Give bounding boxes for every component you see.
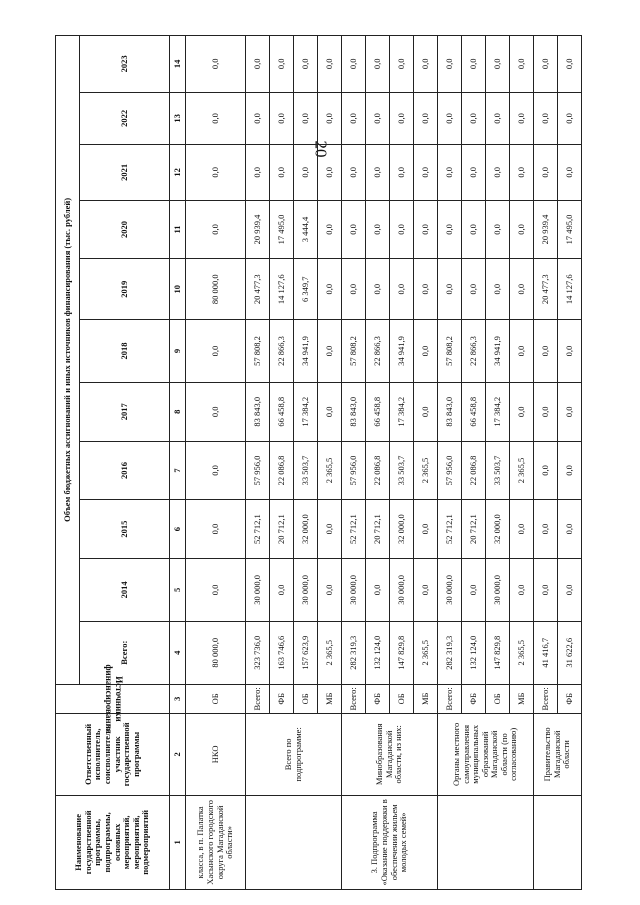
value-cell: 52 712,1	[438, 500, 462, 559]
column-index: 11	[170, 200, 186, 259]
value-cell: 2 365,5	[510, 441, 534, 500]
value-cell: 6 349,7	[294, 259, 318, 320]
value-cell: 22 866,3	[270, 320, 294, 383]
value-cell: 323 736,0	[246, 621, 270, 684]
source-cell: ФБ	[366, 684, 390, 713]
header-year: 2015	[80, 500, 170, 559]
source-cell: МБ	[318, 684, 342, 713]
executor-cell: Минобразования Магаданской области, из них:	[342, 713, 438, 795]
table-row	[186, 36, 246, 890]
value-cell: 0,0	[558, 382, 582, 441]
value-cell: 0,0	[510, 320, 534, 383]
value-cell: 14 127,6	[270, 259, 294, 320]
header-volume: Объем бюджетных ассигнований и иных источников финансирования (тыс. рублей)	[56, 36, 80, 685]
value-cell: 0,0	[318, 36, 342, 93]
value-cell: 22 086,8	[462, 441, 486, 500]
value-cell: 0,0	[390, 200, 414, 259]
value-cell: 0,0	[558, 145, 582, 201]
value-cell: 52 712,1	[246, 500, 270, 559]
column-index: 3	[170, 684, 186, 713]
value-cell: 0,0	[366, 200, 390, 259]
value-cell: 0,0	[186, 382, 246, 441]
value-cell: 0,0	[186, 320, 246, 383]
value-cell: 0,0	[414, 558, 438, 621]
value-cell: 83 843,0	[438, 382, 462, 441]
header-year: 2020	[80, 200, 170, 259]
value-cell: 0,0	[414, 382, 438, 441]
value-cell: 17 495,0	[558, 200, 582, 259]
value-cell: 57 956,0	[246, 441, 270, 500]
value-cell: 132 124,0	[462, 621, 486, 684]
value-cell: 282 319,3	[342, 621, 366, 684]
value-cell: 33 503,7	[486, 441, 510, 500]
value-cell: 0,0	[510, 558, 534, 621]
column-index: 13	[170, 92, 186, 144]
value-cell: 147 829,8	[390, 621, 414, 684]
value-cell: 20 477,3	[534, 259, 558, 320]
value-cell: 17 384,2	[390, 382, 414, 441]
value-cell: 0,0	[414, 36, 438, 93]
value-cell: 80 000,0	[186, 621, 246, 684]
value-cell: 33 503,7	[390, 441, 414, 500]
value-cell: 30 000,0	[246, 558, 270, 621]
value-cell: 0,0	[270, 36, 294, 93]
value-cell: 83 843,0	[246, 382, 270, 441]
executor-cell: Правительство Магаданской области	[534, 713, 582, 795]
value-cell: 0,0	[186, 500, 246, 559]
value-cell: 0,0	[186, 145, 246, 201]
value-cell: 3 444,4	[294, 200, 318, 259]
value-cell: 0,0	[534, 145, 558, 201]
value-cell: 0,0	[186, 36, 246, 93]
value-cell: 17 384,2	[294, 382, 318, 441]
value-cell: 30 000,0	[486, 558, 510, 621]
value-cell: 0,0	[510, 36, 534, 93]
value-cell: 0,0	[438, 259, 462, 320]
value-cell: 20 712,1	[462, 500, 486, 559]
column-index: 9	[170, 320, 186, 383]
value-cell: 20 712,1	[270, 500, 294, 559]
value-cell: 0,0	[414, 145, 438, 201]
value-cell: 0,0	[414, 92, 438, 144]
header-year: 2019	[80, 259, 170, 320]
value-cell: 0,0	[186, 558, 246, 621]
column-index: 6	[170, 500, 186, 559]
value-cell: 0,0	[510, 259, 534, 320]
value-cell: 0,0	[342, 259, 366, 320]
source-cell: Всего:	[438, 684, 462, 713]
source-cell: ФБ	[558, 684, 582, 713]
value-cell: 0,0	[438, 200, 462, 259]
value-cell: 0,0	[366, 145, 390, 201]
header-name: Наименование государственной программы, подпрограммы, основных мероприятий, мероприятий, подмероприятий	[56, 795, 170, 889]
value-cell: 0,0	[534, 441, 558, 500]
value-cell: 0,0	[486, 259, 510, 320]
value-cell: 157 623,9	[294, 621, 318, 684]
value-cell: 0,0	[342, 200, 366, 259]
value-cell: 282 319,3	[438, 621, 462, 684]
value-cell: 0,0	[390, 92, 414, 144]
value-cell: 0,0	[558, 92, 582, 144]
header-year: 2016	[80, 441, 170, 500]
header-executor: Ответственный исполнитель, соисполнитель, участник государственной программы	[56, 713, 170, 795]
rotated-table-wrapper	[55, 35, 575, 890]
value-cell: 0,0	[414, 200, 438, 259]
value-cell: 0,0	[186, 441, 246, 500]
value-cell: 30 000,0	[342, 558, 366, 621]
financing-table	[55, 35, 582, 890]
value-cell: 0,0	[534, 36, 558, 93]
value-cell: 0,0	[462, 558, 486, 621]
program-name-cell	[534, 795, 582, 889]
value-cell: 30 000,0	[438, 558, 462, 621]
executor-cell: Всего по подпрограмме:	[246, 713, 342, 795]
source-cell: ОБ	[294, 684, 318, 713]
value-cell: 0,0	[318, 145, 342, 201]
value-cell: 2 365,5	[414, 621, 438, 684]
source-cell: Всего:	[342, 684, 366, 713]
value-cell: 2 365,5	[414, 441, 438, 500]
value-cell: 0,0	[318, 92, 342, 144]
value-cell: 0,0	[186, 200, 246, 259]
value-cell: 0,0	[318, 259, 342, 320]
source-cell: ОБ	[486, 684, 510, 713]
value-cell: 0,0	[342, 92, 366, 144]
value-cell: 66 458,8	[270, 382, 294, 441]
value-cell: 32 000,0	[390, 500, 414, 559]
program-name-cell	[246, 795, 342, 889]
value-cell: 0,0	[438, 145, 462, 201]
value-cell: 0,0	[414, 259, 438, 320]
value-cell: 0,0	[342, 145, 366, 201]
value-cell: 0,0	[510, 382, 534, 441]
value-cell: 57 956,0	[342, 441, 366, 500]
value-cell: 0,0	[270, 92, 294, 144]
source-cell: ОБ	[390, 684, 414, 713]
value-cell: 0,0	[414, 500, 438, 559]
executor-cell: НКО	[186, 713, 246, 795]
value-cell: 0,0	[486, 36, 510, 93]
header-year: 2021	[80, 145, 170, 201]
column-index: 7	[170, 441, 186, 500]
value-cell: 30 000,0	[294, 558, 318, 621]
value-cell: 80 000,0	[186, 259, 246, 320]
header-source: Источники финансирования	[56, 684, 170, 713]
column-index: 10	[170, 259, 186, 320]
value-cell: 0,0	[318, 382, 342, 441]
value-cell: 22 866,3	[462, 320, 486, 383]
value-cell: 41 416,7	[534, 621, 558, 684]
source-cell: ОБ	[186, 684, 246, 713]
value-cell: 22 086,8	[366, 441, 390, 500]
value-cell: 83 843,0	[342, 382, 366, 441]
table-row	[342, 36, 366, 890]
program-name-cell: класса, в п. Палатка Хасынского городского округа Магаданской области»	[186, 795, 246, 889]
value-cell: 0,0	[558, 500, 582, 559]
source-cell: МБ	[414, 684, 438, 713]
value-cell: 20 939,4	[246, 200, 270, 259]
program-name-cell	[438, 795, 534, 889]
value-cell: 34 941,9	[294, 320, 318, 383]
header-total: Всего:	[80, 621, 170, 684]
value-cell: 0,0	[294, 92, 318, 144]
value-cell: 2 365,5	[318, 441, 342, 500]
value-cell: 14 127,6	[558, 259, 582, 320]
header-year: 2017	[80, 382, 170, 441]
value-cell: 17 384,2	[486, 382, 510, 441]
column-index: 4	[170, 621, 186, 684]
value-cell: 20 477,3	[246, 259, 270, 320]
value-cell: 0,0	[270, 145, 294, 201]
value-cell: 57 956,0	[438, 441, 462, 500]
value-cell: 0,0	[558, 558, 582, 621]
value-cell: 57 808,2	[342, 320, 366, 383]
value-cell: 0,0	[462, 92, 486, 144]
column-index-row	[170, 36, 186, 890]
value-cell: 0,0	[186, 92, 246, 144]
value-cell: 0,0	[366, 36, 390, 93]
value-cell: 0,0	[246, 36, 270, 93]
value-cell: 0,0	[390, 259, 414, 320]
value-cell: 0,0	[510, 500, 534, 559]
header-year: 2023	[80, 36, 170, 93]
value-cell: 66 458,8	[366, 382, 390, 441]
value-cell: 0,0	[390, 36, 414, 93]
value-cell: 0,0	[414, 320, 438, 383]
value-cell: 57 808,2	[246, 320, 270, 383]
header-year: 2014	[80, 558, 170, 621]
value-cell: 0,0	[558, 36, 582, 93]
value-cell: 0,0	[246, 92, 270, 144]
value-cell: 30 000,0	[390, 558, 414, 621]
value-cell: 0,0	[318, 200, 342, 259]
value-cell: 2 365,5	[318, 621, 342, 684]
value-cell: 0,0	[462, 259, 486, 320]
value-cell: 0,0	[318, 320, 342, 383]
source-cell: Всего:	[246, 684, 270, 713]
value-cell: 0,0	[390, 145, 414, 201]
source-cell: Всего:	[534, 684, 558, 713]
column-index: 1	[170, 795, 186, 889]
column-index: 5	[170, 558, 186, 621]
value-cell: 0,0	[534, 92, 558, 144]
value-cell: 163 746,6	[270, 621, 294, 684]
column-index: 8	[170, 382, 186, 441]
value-cell: 31 622,6	[558, 621, 582, 684]
value-cell: 0,0	[510, 145, 534, 201]
value-cell: 2 365,5	[510, 621, 534, 684]
value-cell: 32 000,0	[486, 500, 510, 559]
table-row	[534, 36, 558, 890]
table-row	[246, 36, 270, 890]
value-cell: 0,0	[534, 558, 558, 621]
column-index: 12	[170, 145, 186, 201]
value-cell: 0,0	[486, 92, 510, 144]
value-cell: 20 712,1	[366, 500, 390, 559]
column-index: 2	[170, 713, 186, 795]
value-cell: 22 086,8	[270, 441, 294, 500]
value-cell: 0,0	[246, 145, 270, 201]
value-cell: 0,0	[294, 145, 318, 201]
value-cell: 0,0	[462, 36, 486, 93]
value-cell: 0,0	[510, 200, 534, 259]
value-cell: 0,0	[366, 558, 390, 621]
header-year: 2018	[80, 320, 170, 383]
value-cell: 66 458,8	[462, 382, 486, 441]
source-cell: МБ	[510, 684, 534, 713]
value-cell: 0,0	[534, 320, 558, 383]
value-cell: 0,0	[318, 500, 342, 559]
value-cell: 0,0	[438, 92, 462, 144]
value-cell: 0,0	[462, 145, 486, 201]
value-cell: 0,0	[486, 200, 510, 259]
value-cell: 0,0	[558, 320, 582, 383]
header-row	[56, 36, 80, 890]
value-cell: 147 829,8	[486, 621, 510, 684]
value-cell: 0,0	[534, 382, 558, 441]
value-cell: 132 124,0	[366, 621, 390, 684]
value-cell: 0,0	[558, 441, 582, 500]
value-cell: 33 503,7	[294, 441, 318, 500]
header-year: 2022	[80, 92, 170, 144]
value-cell: 0,0	[438, 36, 462, 93]
executor-cell: Органы местного самоуправления муниципальных образований Магаданской области (по согласованию)	[438, 713, 534, 795]
page-number: 20	[311, 140, 330, 158]
value-cell: 0,0	[366, 92, 390, 144]
value-cell: 0,0	[534, 500, 558, 559]
value-cell: 22 866,3	[366, 320, 390, 383]
value-cell: 0,0	[342, 36, 366, 93]
program-name-cell: 3. Подпрограмма «Оказание поддержки в обеспечении жильем молодых семей»	[342, 795, 438, 889]
value-cell: 34 941,9	[486, 320, 510, 383]
value-cell: 17 495,0	[270, 200, 294, 259]
value-cell: 0,0	[318, 558, 342, 621]
table-row	[438, 36, 462, 890]
value-cell: 32 000,0	[294, 500, 318, 559]
value-cell: 0,0	[462, 200, 486, 259]
value-cell: 20 939,4	[534, 200, 558, 259]
source-cell: ФБ	[270, 684, 294, 713]
value-cell: 0,0	[366, 259, 390, 320]
value-cell: 57 808,2	[438, 320, 462, 383]
column-index: 14	[170, 36, 186, 93]
value-cell: 0,0	[270, 558, 294, 621]
value-cell: 52 712,1	[342, 500, 366, 559]
value-cell: 0,0	[294, 36, 318, 93]
value-cell: 0,0	[510, 92, 534, 144]
value-cell: 34 941,9	[390, 320, 414, 383]
source-cell: ФБ	[462, 684, 486, 713]
value-cell: 0,0	[486, 145, 510, 201]
